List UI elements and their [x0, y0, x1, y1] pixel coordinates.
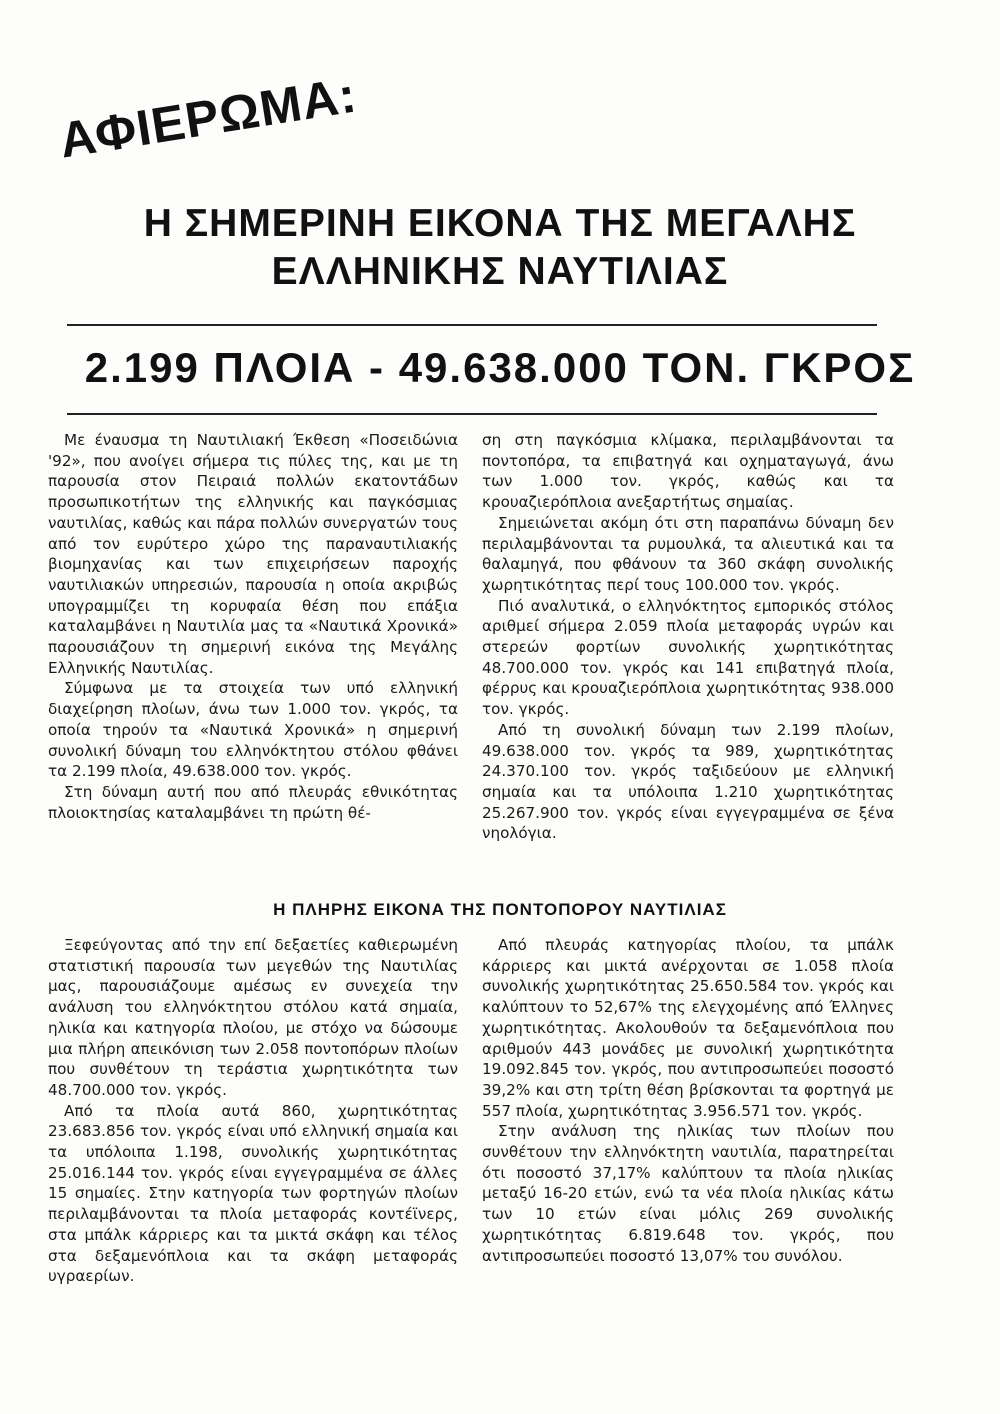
bottom-divider — [67, 413, 877, 415]
paragraph: Στην ανάλυση της ηλικίας των πλοίων που συνθέτουν την ελληνόκτητη ναυτιλία, παρατηρείται ότι ποσοστό 37,17% καλύπτουν τα πλοία ηλικίας μεταξύ 16-20 ετών, ενώ τα νέα πλοία ηλικίας κάτω των 10 ετών είναι μόλις 269 συνολικής χωρητικότητας 6.819.648 τον. γκρός, που αντιπροσωπεύει ποσοστό 13,07% του συνόλου. — [482, 1122, 894, 1265]
top-divider — [67, 324, 877, 326]
paragraph: Στη δύναμη αυτή που από πλευράς εθνικότητας πλοιοκτησίας καταλαμβάνει τη πρώτη θέ- — [48, 782, 458, 822]
paragraph: Σημειώνεται ακόμη ότι στη παραπάνω δύναμη δεν περιλαμβάνονται τα ρυμουλκά, τα αλιευτικά και τα θαλαμηγά, που φθάνουν τα 360 σκάφη συνολικής χωρητικότητας περί τους 100.000 τον. γκρός. — [482, 513, 894, 594]
paragraph: Σύμφωνα με τα στοιχεία των υπό ελληνική διαχείρηση πλοίων, άνω των 1.000 τον. γκρός, τα οποία τηρούν τα «Ναυτικά Χρονικά» η σημερινή συνολική δύναμη του ελληνόκτητου στόλου φθάνει τα 2.199 πλοία, 49.638.000 τον. γκρός. — [48, 679, 458, 781]
paragraph: Από τα πλοία αυτά 860, χωρητικότητας 23.683.856 τον. γκρός είναι υπό ελληνική σημαία και τα υπόλοιπα 1.198, συνολικής χωρητικότητας 25.016.144 τον. γκρός είναι εγγεγραμμένα σε άλλες 15 σημαίες. Στην κατηγορία των φορτηγών πλοίων περιλαμβάνονται τα πλοία μεταφοράς κοντέϊνερς, στα μπάλκ κάρριερς και τα μικτά σκάφη και τέλος στα δεξαμενόπλοια και τα σκάφη μεταφοράς υγραερίων. — [48, 1101, 458, 1286]
paragraph: Με έναυσμα τη Ναυτιλιακή Έκθεση «Ποσειδώνια '92», που ανοίγει σήμερα τις πύλες της, και με τη παρουσία στον Πειραιά πολλών εκατοντάδων προσωπικοτήτων της ελληνικής και παγκόσμιας ναυτιλίας, καθώς και πάρα πολλών συνεργατών τους από τον ευρύτερο χώρο της παραναυτιλιακής βιομηχανίας και των επιχειρήσεων παροχής ναυτιλιακών υπηρεσιών, παρουσία η οποία ακριβώς υπογραμμίζει τη κορυφαία θέση που επάξια καταλαμβάνει η Ναυτιλία μας τα «Ναυτικά Χρονικά» παρουσιάζουν τη σημερινή εικόνα της Μεγάλης Ελληνικής Ναυτιλίας. — [48, 431, 458, 677]
section2-left-column — [48, 935, 458, 1287]
section1-right-column — [482, 430, 894, 844]
paragraph: Ξεφεύγοντας από την επί δεξαετίες καθιερωμένη στατιστική παρουσία των μεγεθών της Ναυτιλίας μας, παρουσιάζουμε αμέσως εν συνεχεία την ανάλυση του ελληνόκτητου στόλου κατά σημαία, ηλικία και κατηγορία πλοίου, με στόχο να δώσουμε μια πλήρη απεικόνιση των 2.058 ποντοπόρων πλοίων που συνθέτουν τη τεράστια χωρητικότητα των 48.700.000 τον. γκρός. — [48, 936, 458, 1099]
paragraph: ση στη παγκόσμια κλίμακα, περιλαμβάνονται τα ποντοπόρα, τα επιβατηγά και οχηματαγωγά, άνω των 1.000 τον. γκρός, καθώς και τα κρουαζιερόπλοια ανεξαρτήτως σημαίας. — [482, 431, 894, 512]
section1-left-column — [48, 430, 458, 823]
section-subheading: Η ΠΛΗΡΗΣ ΕΙΚΟΝΑ ΤΗΣ ΠΟΝΤΟΠΟΡΟΥ ΝΑΥΤΙΛΙΑΣ — [273, 900, 727, 919]
headline-line-1: Η ΣΗΜΕΡΙΝΗ ΕΙΚΟΝΑ ΤΗΣ ΜΕΓΑΛΗΣ — [143, 202, 857, 245]
paragraph: Από τη συνολική δύναμη των 2.199 πλοίων, 49.638.000 τον. γκρός τα 989, χωρητικότητας 24.370.100 τον. γκρός ταξιδεύουν με ελληνική σημαία και τα υπόλοιπα 1.210 χωρητικότητας 25.267.900 τον. γκρός είναι εγγεγραμμένα σε ξένα νηολόγια. — [482, 720, 894, 843]
headline-line-2: ΕΛΛΗΝΙΚΗΣ ΝΑΥΤΙΛΙΑΣ — [271, 250, 729, 293]
article-headline — [60, 200, 940, 296]
paragraph: Πιό αναλυτικά, ο ελληνόκτητος εμπορικός στόλος αριθμεί σήμερα 2.059 πλοία μεταφοράς υγρών και στερεών φορτίων συνολικής χωρητικότητας 48.700.000 τον. γκρός και 141 επιβατηγά πλοία, φέρρυς και κρουαζιερόπλοια χωρητικότητας 938.000 τον. γκρός. — [482, 596, 894, 719]
feature-kicker: ΑΦΙΕΡΩΜΑ: — [55, 66, 361, 169]
paragraph: Από πλευράς κατηγορίας πλοίου, τα μπάλκ κάρριερς και μικτά ανέρχονται σε 1.058 πλοία συνολικής χωρητικότητας 25.650.584 τον. γκρός και καλύπτουν το 52,67% της ελεγχομένης από Έλληνες χωρητικότητας. Ακολουθούν τα δεξαμενόπλοια που αριθμούν 443 μονάδες με συνολική χωρητικότητα 19.092.845 τον. γκρός, που αντιπροσωπεύει ποσοστό 39,2% και στη τρίτη θέση βρίσκονται τα φορτηγά με 557 πλοία, χωρητικότητας 3.956.571 τον. γκρός. — [482, 936, 894, 1120]
section2-right-column — [482, 935, 894, 1266]
stats-headline: 2.199 ΠΛΟΙΑ - 49.638.000 ΤΟΝ. ΓΚΡΟΣ — [84, 344, 916, 391]
